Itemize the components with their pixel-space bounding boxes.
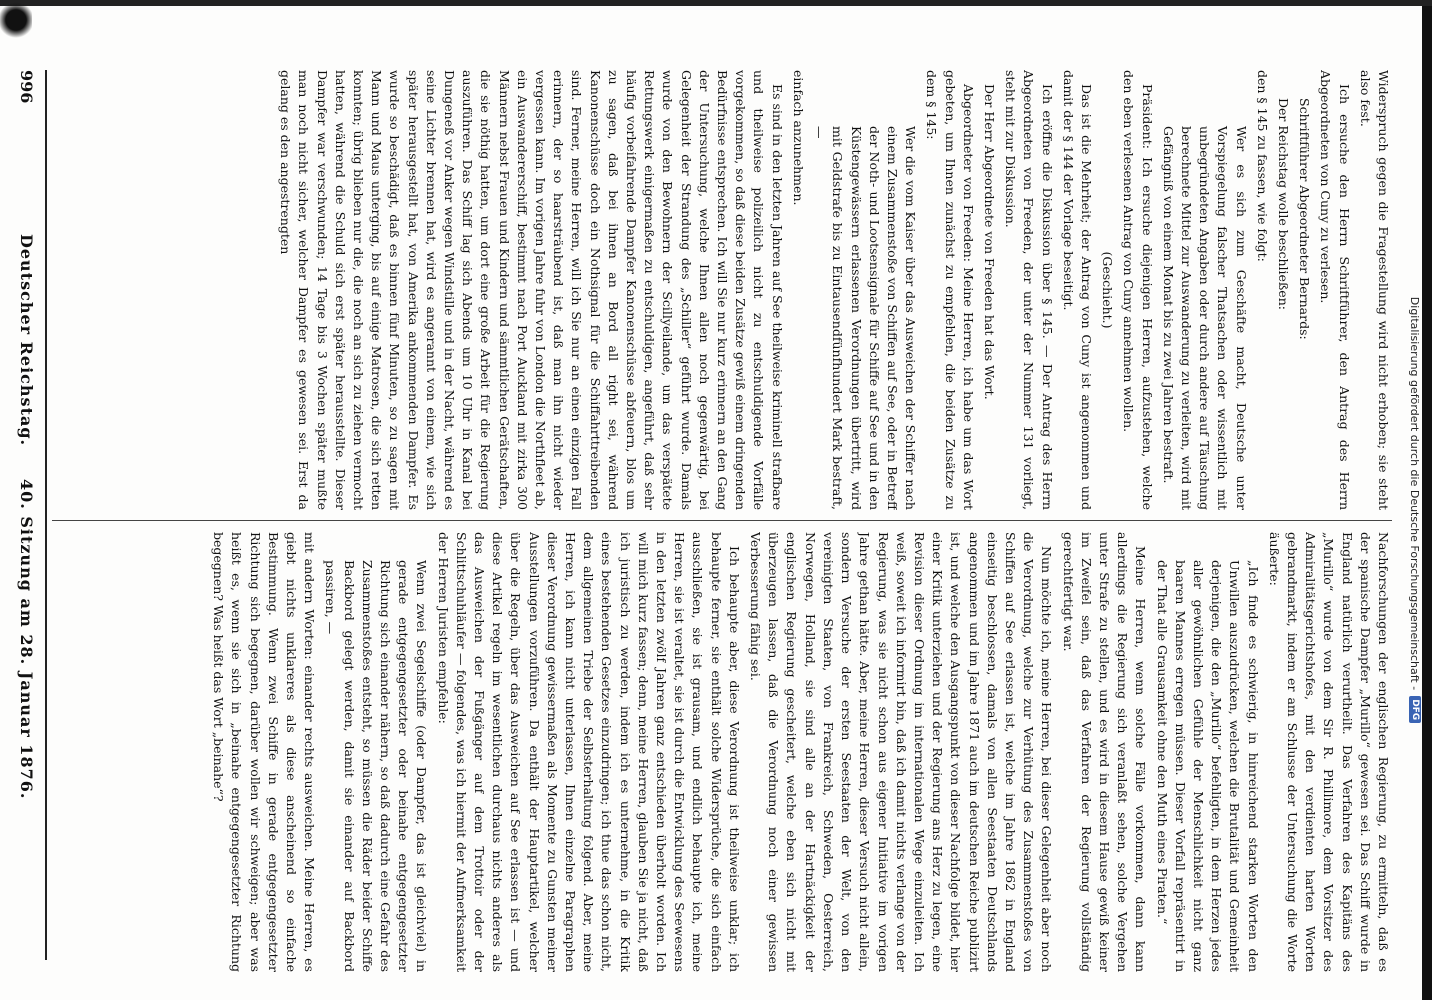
paragraph: einfach anzunehmen.: [790, 70, 806, 206]
dfg-logo: DFG: [1409, 696, 1421, 723]
paragraph: Schriftführer Abgeordneter Bernards:: [1297, 98, 1313, 340]
watermark-text: Digitalisierung gefördert durch die Deutsche Forschungsgemeinschaft -: [1408, 296, 1422, 691]
paragraph: Das ist die Mehrheit; der Antrag von Cuny ist angenommen und damit der § 144 der Vorlage beseitigt.: [1060, 70, 1094, 510]
publication-title: Deutscher Reichstag.: [17, 233, 37, 447]
paragraph: den § 145 zu fassen, wie folgt:: [1254, 70, 1270, 262]
text-column-right: [52, 532, 1392, 972]
paragraph: Der Reichstag wolle beschließen:: [1275, 98, 1291, 310]
scan-edge-bar: [0, 0, 1432, 6]
text-column-left: [52, 70, 1392, 510]
paragraph: Wenn zwei Segelschiffe (oder Dampfer, das ist gleichviel) in gerade entgegengesetzter oder beinahe entgegengesetzter Richtung sich einander nähern, so daß dadurch eine Gefahr des Zusammenstoßes entsteht, so müssen die Räder beider Schiffe Backbord gelegt werden, damit sie einander auf Backbord passiren, —: [323, 560, 430, 972]
paragraph: Wer die vom Kaiser über das Ausweichen der Schiffer nach einem Zusammenstoße von Schiffen auf See, oder in Betreff der Noth- und Lootsensignale für Schiffe auf See und in den Küstengewässern erlassenen Verordnungen übertritt, wird mit Geldstrafe bis zu Eintausendfünfhundert Mark bestraft, —: [812, 126, 919, 510]
paragraph: Nachforschungen der englischen Regierung, zu ermitteln, daß es der spanische Dampfer „Murillo“ gewesen sei. Das Schiff wurde in England natürlich verurtheilt. Das Verfahren des Kapitäns des „Murillo“ wurde von dem Sir R. Phillimore, dem Vorsitzer des Admiralitätsgerichtshofes, mit den verdienten harten Worten gebrandmarkt, indem er am Schlusse der Untersuchung die Worte äußerte:: [1266, 532, 1391, 972]
scan-blot: [0, 0, 32, 40]
paragraph: (Geschieht.): [1100, 251, 1116, 329]
page-number: 996: [17, 70, 37, 104]
dfg-watermark: [1404, 150, 1426, 870]
paragraph: Ich eröffne die Diskussion über § 145. — Der Antrag des Herrn Abgeordneten von Freeden, der unter der Nummer 131 vorliegt, steht mit zur Diskussion.: [1003, 70, 1055, 510]
paragraph: Nun möchte ich, meine Herren, bei dieser Gelegenheit aber noch die Verordnung, welche zur Verhütung des Zusammenstoßes von Schiffen auf See erlassen ist, welche im Jahre 1862 in England einseitig beschlossen, damals von allen Seestaaten Deutschlands angenommen und im Jahre 1871 auch im deutschen Reiche publizirt ist, und welche den Ausgangspunkt von dieser Nachfolge bildet, hier einer Kritik unterziehen und der Regierung ans Herz zu legen, eine Revision dieser Ordnung im internationalen Wege einzuleiten. Ich weiß, soweit ich informirt bin, daß ich damit nichts verlange von der Regierung, was sie nicht schon aus eigener Initiative im vorigen Jahre gethan hätte. Aber, meine Herren, dieser Versuch nicht allein, sondern Versuche der ersten Seestaaten der Welt, von den vereinigten Staaten, von Frankreich, Schweden, Oesterreich, Norwegen, Holland, sie sind alle an der Hartnäckigkeit der englischen Regierung gescheitert, welche eben sich nicht mit überzeugen lassen, daß die Verordnung noch einer gewissen Verbesserung fähig sei.: [748, 532, 1055, 972]
running-title: [18, 103, 37, 930]
page-header: [12, 70, 42, 960]
paragraph: „Ich finde es schwierig, in hinreichend starken Worten den Unwillen auszudrücken, welchen die Brutalität und Gemeinheit derjenigen, die den „Murillo“ befehligten, in dem Herzen jedes aller gewöhnlichen Gefühle der Menschlichkeit nicht ganz baaren Mannes erregen müssen. Dieser Vorfall repräsentirt in der That alle Grausamkeit ohne den Muth eines Piraten.“: [1154, 560, 1261, 972]
paragraph: mit andern Worten: einander rechts ausweichen. Meine Herren, es giebt nichts unklareres als diese anscheinend so einfache Bestimmung. Wenn zwei Schiffe in gerade entgegengesetzter Richtung sich begegnen, darüber wollen wir schweigen; aber was heißt es, wenn sie sich in „beinahe entgegengesetzter Richtung begegnen? Was heißt das Wort „beinahe“?: [211, 532, 318, 972]
paragraph: Ich ersuche den Herrn Schriftführer, den Antrag des Herrn Abgeordneten von Cuny zu verlesen.: [1318, 70, 1352, 510]
paragraph: Der Herr Abgeordnete von Freeden hat das Wort.: [981, 84, 997, 400]
session-title: 40. Sitzung am 28. Januar 1876.: [17, 478, 37, 800]
column-divider: [52, 520, 1392, 521]
paragraph: Widerspruch gegen die Fragestellung wird nicht erhoben; sie steht also fest.: [1357, 70, 1391, 510]
paragraph: Ich behaupte aber, diese Verordnung ist theilweise unklar; ich behaupte ferner, sie enthält solche Widersprüche, die sich einfach ausschließen, sie ist grausam, und endlich behaupte ich, meine Herren, sie ist veraltet, sie ist durch die Entwicklung des Seewesens in den letzten zwölf Jahren ganz entschieden überholt worden. Ich will mich kurz fassen; denn, meine Herren, glauben Sie ja nicht, daß ich juristisch zu werden, indem ich es unternehme, in die Kritik eines bestehenden Gesetzes einzudringen; ich thue das schon nicht, dem allgemeinen Triebe der Selbsterhaltung folgend. Aber, meine Herren, ich kann nicht unterlassen, Ihnen einzelne Paragraphen dieser Verordnung gewissermaßen als Momente zu Gunsten meiner Ausstellungen vorzuführen. Da enthält der Hauptartikel, welcher über die Regeln, über das Ausweichen auf See erlassen ist — und diese Artikel regeln im wesentlichen durchaus nichts anderes als das Ausweichen der Fußgänger auf dem Trottoir oder der Schlittschuhläufer — folgendes, was ich hiermit der Aufmerksamkeit der Herren Juristen empfehle:: [435, 532, 742, 972]
paragraph: Abgeordneter von Freeden: Meine Herren, ich habe um das Wort gebeten, um Ihnen zunächst zu empfehlen, die beiden Zusätze zu dem § 145:: [924, 70, 976, 510]
paragraph: Es sind in den letzten Jahren auf See theilweise kriminell strafbare und theilweise polizeilich nicht zu entschuldigende Vorfälle vorgekommen, so daß diese beiden Zusätze gewiß einem dringenden Bedürfnisse entsprechen. Ich will Sie nur kurz erinnern an den Gang der Untersuchung, welche Ihnen allen noch gegenwärtig, bei Gelegenheit der Strandung des „Schiller“ geführt wurde. Damals wurde von den Bewohnern der Scillyeilande, um das verspätete Rettungswerk einigermaßen zu entschuldigen, angeführt, daß sehr häufig vorbeifahrende Dampfer Kanonenschüsse abfeuern, blos um zu sagen, daß bei ihnen an Bord all right sei, während Kanonenschüsse doch ein Nothsignal für die Schiffahrttreibenden sind. Ferner, meine Herren, will ich Sie nur an einen einzigen Fall erinnern, der so haarsträubend ist, daß man ihn nicht wieder vergessen kann. Im vorigen Jahre fuhr von London die Northfleet ab, ein Auswandererschiff, bestimmt nach Port Auckland mit zirka 300 Männern nebst Frauen und Kindern und sämmtlichen Gerätschaften, die sie nöthig hatten, um dort eine große Arbeit für die Regierung auszuführen. Das Schiff lag sich Abends um 10 Uhr in Kanal bei Dungeneß vor Anker wegen Windstille und in der Nacht, während es seine Lichter brennen hat, wird es angerannt von einem, wie sich später herausgestellt hat, von Amerika ankommenden Dampfer. Es wurde so beschädigt, daß es binnen fünf Minuten, so zu sagen mit Mann und Maus unterging, bis auf einige Matrosen, die sich retten konnten; übrig blieben nur die, die noch an sich zu ziehen vermocht hatten, während die Schuld sich erst später herausstellte. Dieser Dampfer war verschwunden; 14 Tage bis 3 Wochen später mußte man noch nicht sicher, welcher Dampfer es gewesen sei. Erst da gelang es den angestrengten: [278, 70, 785, 510]
paragraph: Präsident: Ich ersuche diejenigen Herren, aufzustehen, welche den eben verlesenen Antrag von Cuny annehmen wollen.: [1121, 70, 1155, 510]
header-rule: [45, 70, 47, 960]
paragraph: Meine Herren, wenn solche Fälle vorkommen, dann kann allerdings die Regierung sich veranlaßt sehen, solche Vergehen unter Strafe zu stellen, und es wird in diesem Hause gewiß keiner im Zweifel sein, daß das Verfahren der Regierung vollständig gerechtfertigt war.: [1060, 532, 1149, 972]
paragraph: Wer es sich zum Geschäfte macht, Deutsche unter Vorspiegelung falscher Thatsachen oder wissentlich mit unbegründeten Angaben oder durch andere auf Täuschung berechnete Mittel zur Auswanderung zu verleiten, wird mit Gefängniß von einem Monat bis zu zwei Jahren bestraft.: [1160, 126, 1249, 510]
